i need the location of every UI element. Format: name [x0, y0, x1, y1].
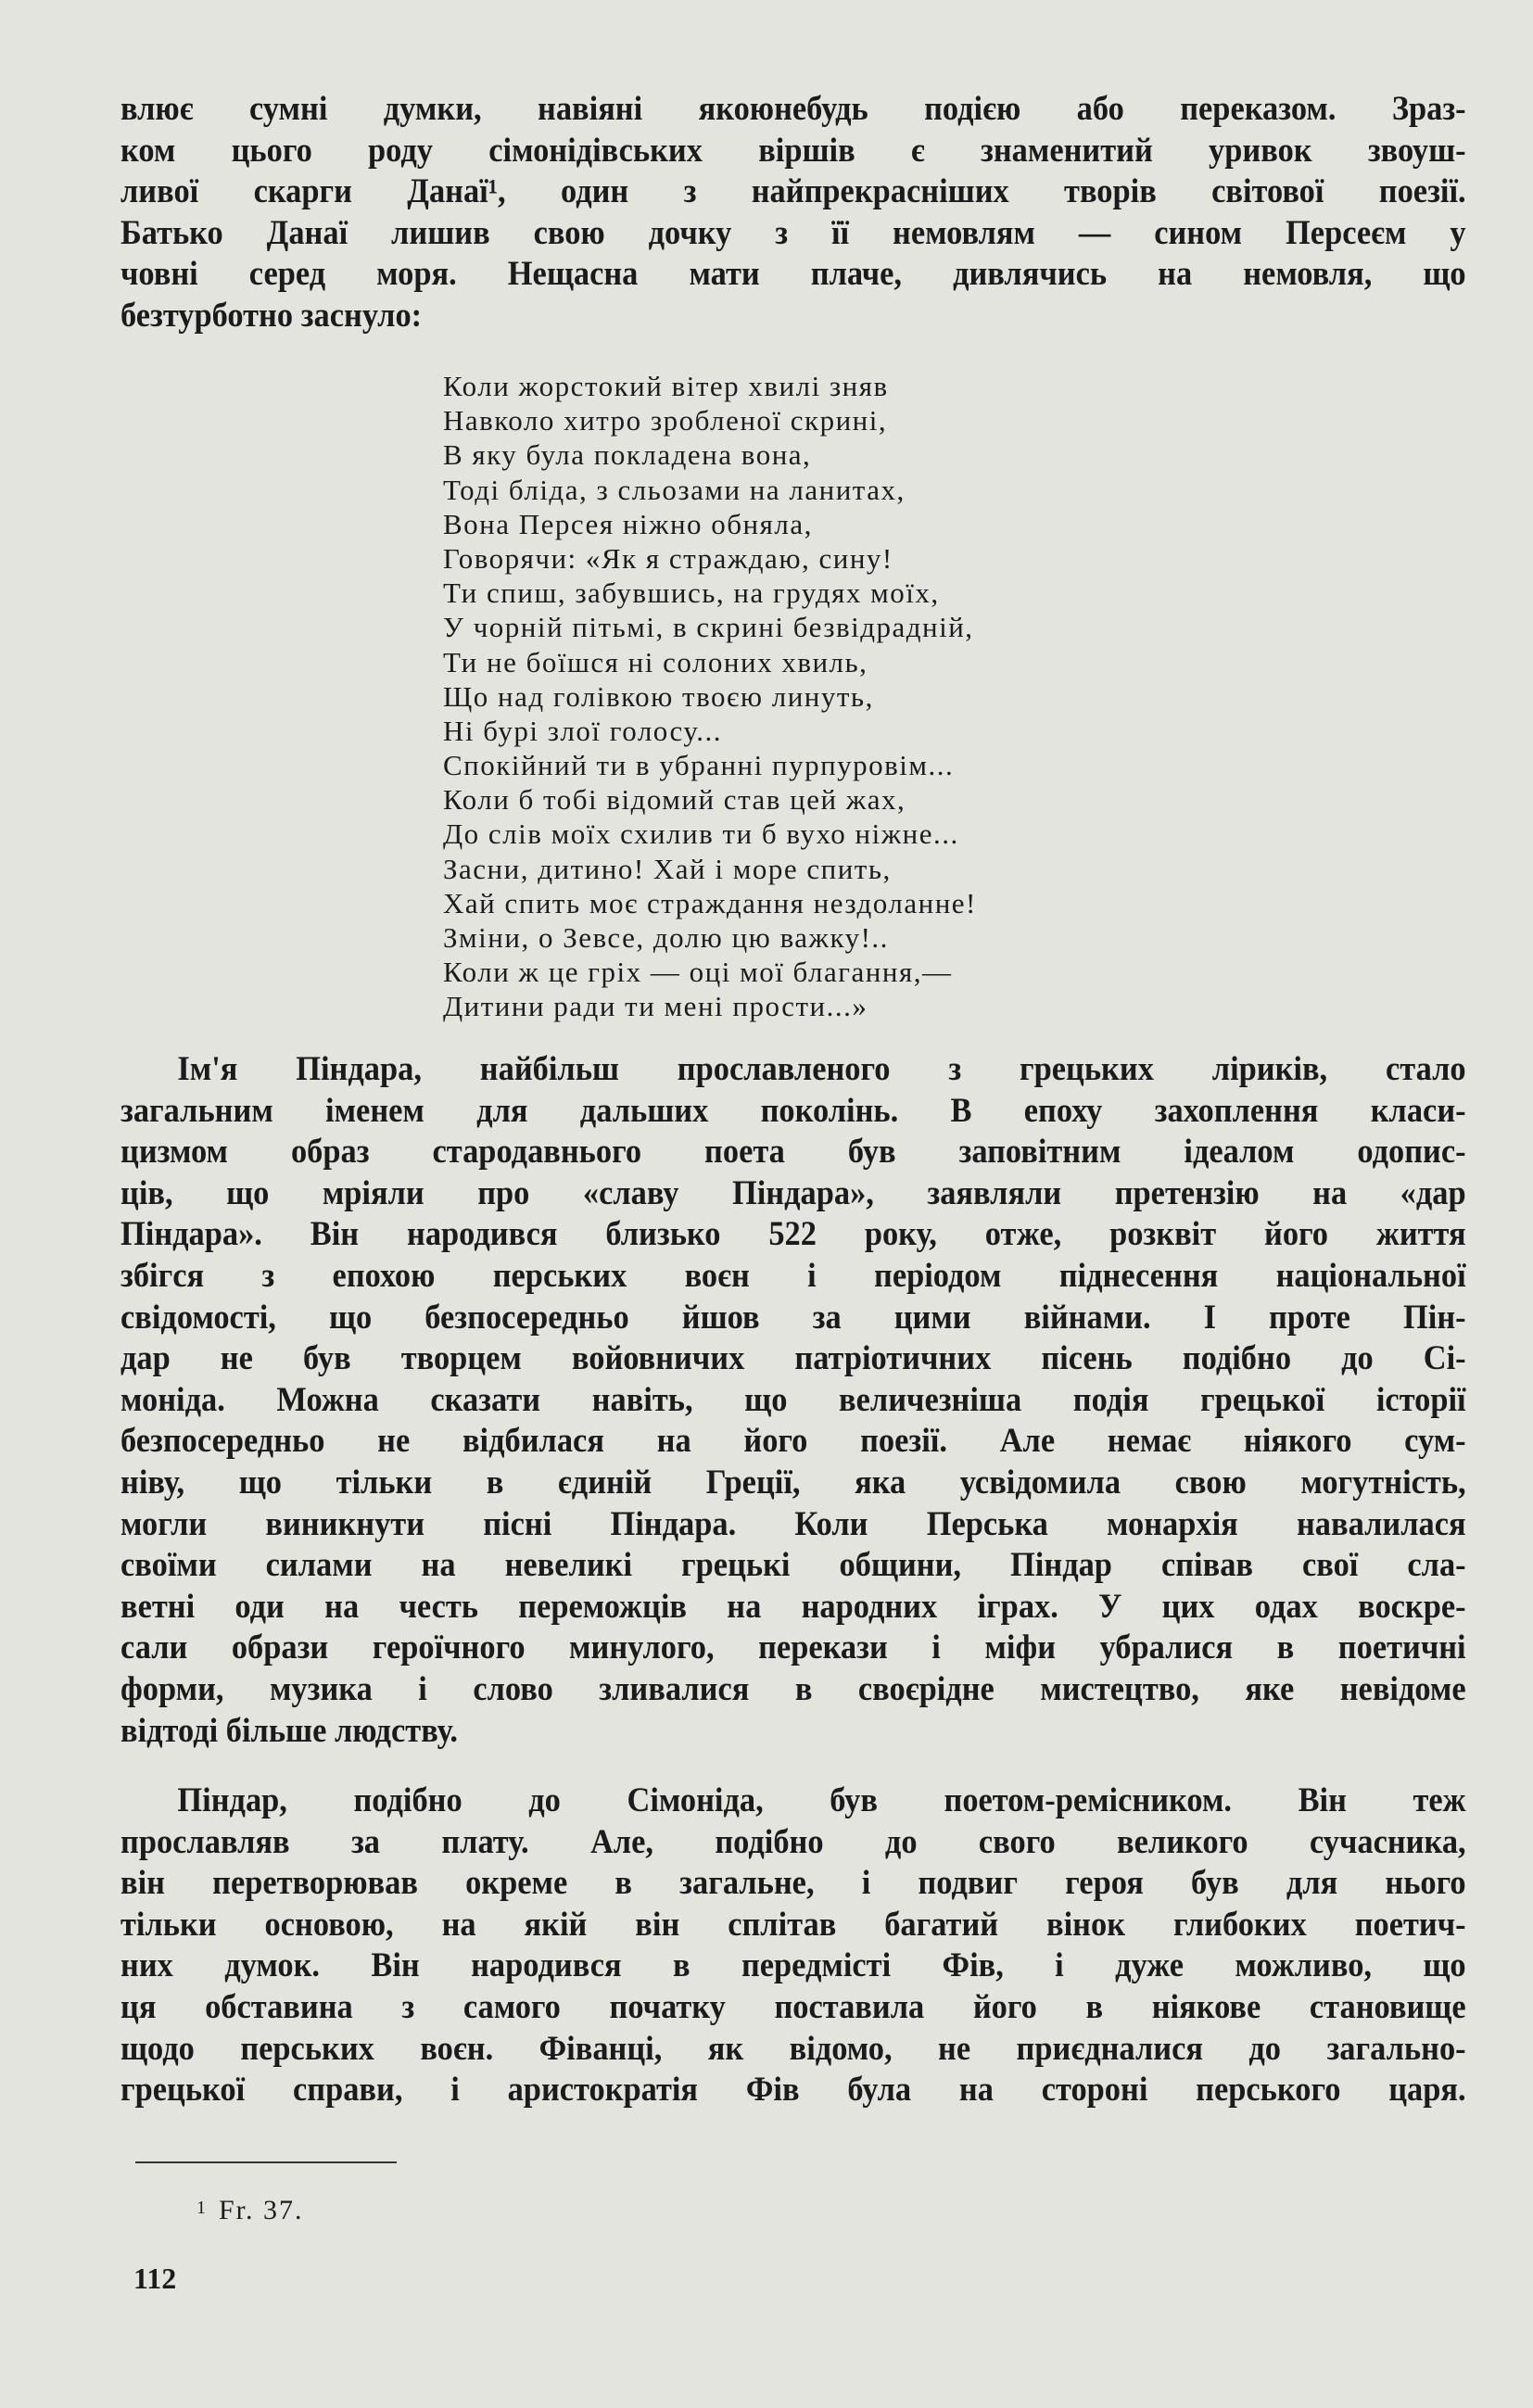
- poem-line: Ти спиш, забувшись, на грудях моїх,: [443, 577, 940, 610]
- text-line: форми, музика і слово зливалися в своєрідне мистецтво, яке невідоме: [120, 1669, 1466, 1708]
- poem-line: Спокійний ти в убранні пурпуровім...: [443, 749, 955, 782]
- poem-line: Коли б тобі відомий став цей жах,: [443, 783, 906, 817]
- paragraph-3: [120, 1781, 1466, 2111]
- footnote-divider: [135, 2161, 397, 2163]
- poem-line: Що над голівкою твоєю линуть,: [443, 679, 874, 713]
- text-line: відтоді більше людству.: [120, 1711, 458, 1750]
- poem-line: В яку була покладена вона,: [443, 438, 812, 472]
- text-line: прославляв за плату. Але, подібно до свого великого сучасника,: [120, 1822, 1466, 1861]
- poem-line: Навколо хитро зробленої скрині,: [443, 404, 888, 437]
- poem-line: Коли жорстокий вітер хвилі зняв: [443, 370, 889, 402]
- text-line: цизмом образ стародавнього поета був заповітним ідеалом одопис-: [120, 1133, 1466, 1172]
- text-line: сали образи героїчного минулого, перекази і міфи убралися в поетичні: [120, 1629, 1466, 1667]
- text-line: ніву, що тільки в єдиній Греції, яка усвідомила свою могутність,: [120, 1463, 1466, 1502]
- text-line: Піндар, подібно до Сімоніда, був поетом-ремісником. Він теж: [177, 1781, 1466, 1819]
- poem-line: Ти не боїшся ні солоних хвиль,: [443, 645, 868, 678]
- text-line: Ім'я Піндара, найбільш прославленого з грецьких ліриків, стало: [177, 1050, 1466, 1088]
- text-line: могли виникнути пісні Піндара. Коли Перська монархія навалилася: [120, 1504, 1466, 1543]
- poem-line: До слів моїх схилив ти б вухо ніжне...: [443, 817, 959, 851]
- text-line: він перетворював окреме в загальне, і подвиг героя був для нього: [120, 1864, 1466, 1903]
- poem-line: Вона Персея ніжно обняла,: [443, 507, 813, 540]
- text-line: ця обставина з самого початку поставила його в ніякове становище: [120, 1987, 1466, 2026]
- poem-line: Тоді бліда, з сльозами на ланитах,: [443, 473, 906, 506]
- text-line: ветні оди на честь переможців на народних іграх. У цих одах воскре-: [120, 1587, 1466, 1626]
- text-line: своїми силами на невеликі грецькі общини, Піндар співав свої сла-: [120, 1546, 1466, 1585]
- footnote-mark: 1: [196, 2198, 208, 2218]
- poem-line: Ні бурі злої голосу...: [443, 714, 723, 747]
- page-number: 112: [133, 2262, 177, 2295]
- text-line: Батько Данаї лишив свою дочку з її немовлям — сином Персеєм у: [120, 213, 1466, 252]
- text-line: безпосередньо не відбилася на його поезії. Але немає ніякого сум-: [120, 1422, 1466, 1461]
- poem-line: Засни, дитино! Хай і море спить,: [443, 852, 892, 885]
- text-line: загальним іменем для дальших поколінь. В епоху захоплення класи-: [120, 1091, 1466, 1130]
- text-line: ком цього роду сімонідівських віршів є знаменитий уривок звоуш-: [120, 131, 1466, 170]
- text-line: човні серед моря. Нещасна мати плаче, дивлячись на немовля, що: [120, 255, 1466, 294]
- text-line: безтурботно заснуло:: [120, 296, 423, 335]
- paragraph-2: [120, 1049, 1466, 1752]
- poem-line: Зміни, о Зевсе, долю цю важку!..: [443, 921, 889, 954]
- poem-danae-lament: [443, 369, 977, 1024]
- paragraph-1: [120, 89, 1466, 337]
- text-line: влює сумні думки, навіяні якоюнебудь подією або переказом. Зраз-: [120, 90, 1466, 128]
- text-line: тільки основою, на якій він сплітав багатий вінок глибоких поетич-: [120, 1905, 1466, 1944]
- text-line: свідомості, що безпосередньо йшов за цими війнами. І проте Пін-: [120, 1298, 1466, 1337]
- text-line: грецької справи, і аристократія Фів була на стороні перського царя.: [120, 2071, 1466, 2110]
- footnote: [196, 2195, 304, 2226]
- footnote-text: Fr. 37.: [219, 2195, 304, 2225]
- text-line: Піндара». Він народився близько 522 року, отже, розквіт його життя: [120, 1215, 1466, 1254]
- poem-line: Коли ж це гріх — оці мої благання,—: [443, 956, 953, 989]
- poem-line: Дитини ради ти мені прости...»: [443, 990, 868, 1023]
- poem-line: У чорній пітьмі, в скрині безвідрадній,: [443, 611, 974, 644]
- text-line: моніда. Можна сказати навіть, що величезніша подія грецької історії: [120, 1380, 1466, 1419]
- text-line: збігся з епохою перських воєн і періодом піднесення національної: [120, 1256, 1466, 1295]
- text-line: дар не був творцем войовничих патріотичних пісень подібно до Сі-: [120, 1339, 1466, 1378]
- poem-line: Хай спить моє страждання нездоланне!: [443, 886, 977, 919]
- text-line: ців, що мріяли про «славу Піндара», заявляли претензію на «дар: [120, 1173, 1466, 1212]
- text-line: ливої скарги Данаї¹, один з найпрекрасніших творів світової поезії.: [120, 172, 1466, 211]
- text-line: них думок. Він народився в передмісті Фів, і дуже можливо, що: [120, 1946, 1466, 1985]
- poem-line: Говорячи: «Як я страждаю, сину!: [443, 541, 893, 575]
- text-line: щодо перських воєн. Фіванці, як відомо, не приєдналися до загально-: [120, 2029, 1466, 2068]
